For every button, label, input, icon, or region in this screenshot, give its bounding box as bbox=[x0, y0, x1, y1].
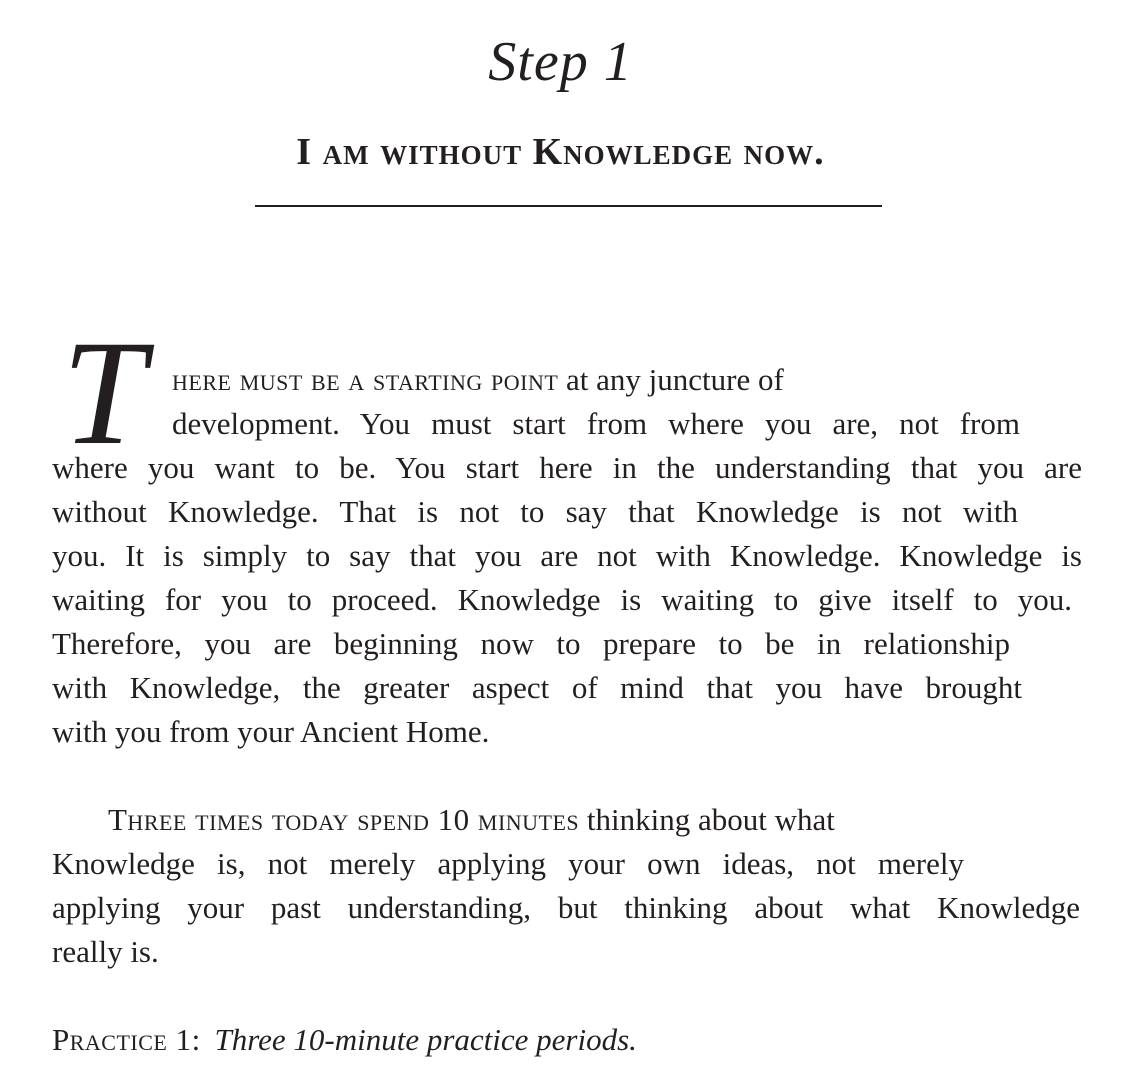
heading-divider bbox=[255, 205, 882, 207]
para1-line: with Knowledge, the greater aspect of mind that you have brought bbox=[52, 670, 1022, 705]
para1-line: you. It is simply to say that you are not with Knowledge. Knowledge is bbox=[52, 538, 1082, 573]
para1-line: waiting for you to proceed. Knowledge is waiting to give itself to you. bbox=[52, 582, 1072, 617]
para1-line: development. You must start from where you are, not from bbox=[172, 406, 1020, 441]
para1-line: without Knowledge. That is not to say that Knowledge is not with bbox=[52, 494, 1018, 529]
para1-line-first bbox=[172, 358, 932, 402]
lesson-heading: I am without Knowledge now. bbox=[296, 131, 825, 173]
para2-line: Knowledge is, not merely applying your own ideas, not merely bbox=[52, 846, 964, 881]
para1-line: with you from your Ancient Home. bbox=[52, 714, 490, 749]
para2-lead-rest: thinking about what bbox=[586, 802, 835, 837]
para2-line-first bbox=[108, 798, 992, 842]
practice-label: Practice 1: bbox=[52, 1022, 201, 1057]
para2-line: really is. bbox=[52, 934, 159, 969]
step-title: Step 1 bbox=[488, 31, 633, 93]
para1-lead-rest: at any juncture of bbox=[566, 362, 784, 397]
para1-line: where you want to be. You start here in the understanding that you are bbox=[52, 450, 1082, 485]
drop-cap: T bbox=[62, 310, 146, 476]
para2-lead-smallcaps: Three times today spend 10 minutes bbox=[108, 802, 580, 837]
para1-line: Therefore, you are beginning now to prepare to be in relationship bbox=[52, 626, 1010, 661]
practice-line bbox=[52, 1018, 1082, 1062]
practice-text: Three 10-minute practice periods. bbox=[214, 1022, 637, 1057]
para1-lead-smallcaps: here must be a starting point bbox=[172, 362, 559, 397]
para2-line: applying your past understanding, but thinking about what Knowledge bbox=[52, 890, 1080, 925]
